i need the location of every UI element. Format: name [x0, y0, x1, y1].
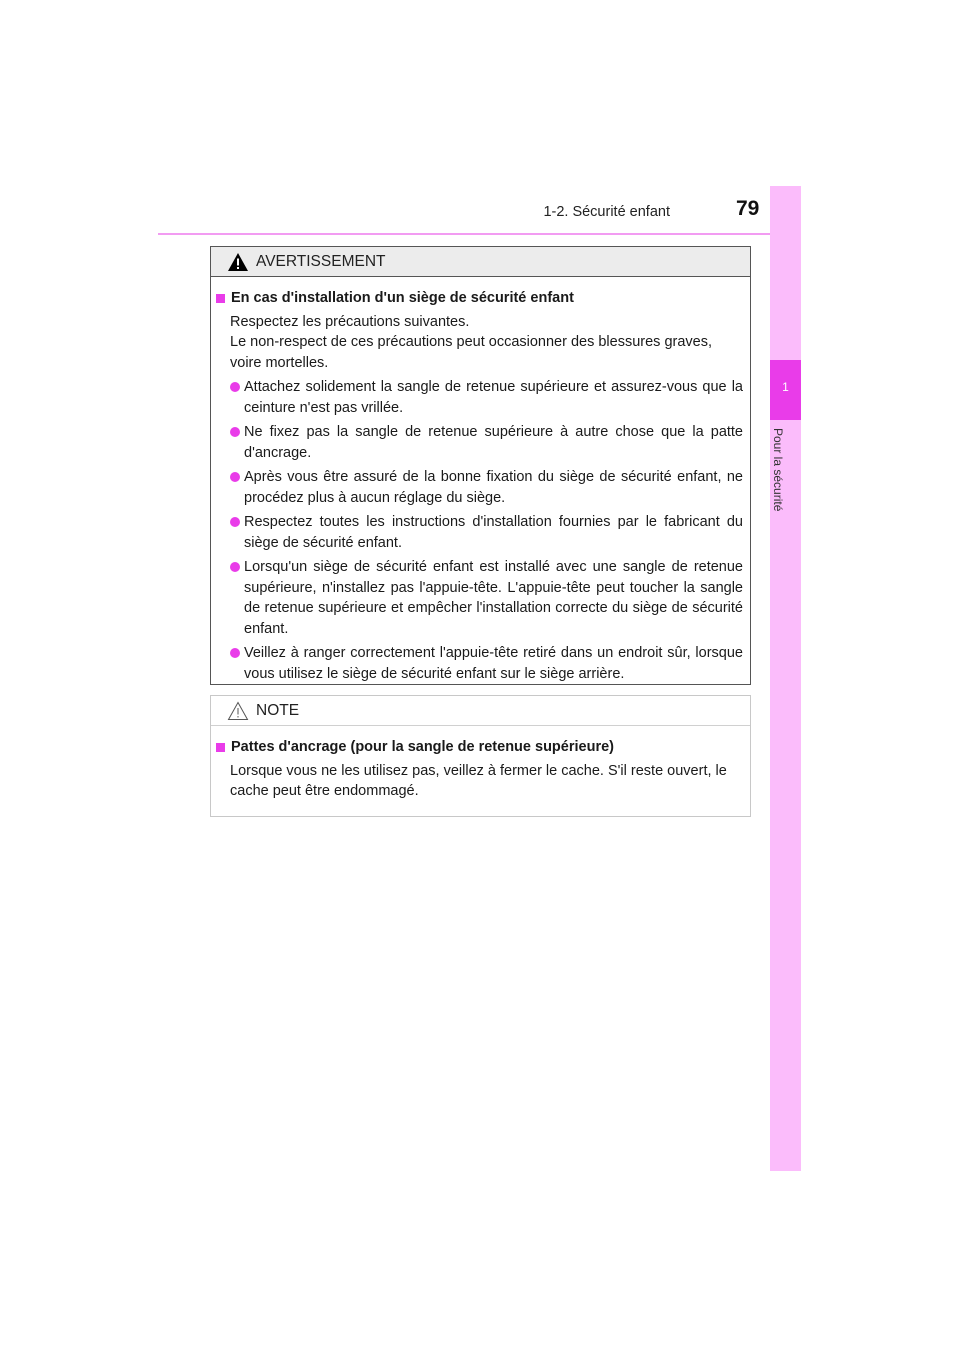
- warning-section-title: [216, 288, 743, 309]
- list-item: [216, 467, 743, 508]
- round-bullet-icon: [230, 517, 240, 527]
- note-section-title: [216, 737, 743, 758]
- warning-title: AVERTISSEMENT: [256, 252, 386, 270]
- note-body: [211, 726, 750, 802]
- list-item-text: Veillez à ranger correctement l'appuie-tête retiré dans un endroit sûr, lorsque vous utilisez le siège de sécurité enfant sur le siège arrière.: [244, 645, 743, 682]
- square-bullet-icon: [216, 294, 225, 303]
- warning-header: [211, 247, 750, 277]
- warning-triangle-icon: [227, 252, 249, 272]
- list-item: [216, 643, 743, 684]
- warning-section-title-text: En cas d'installation d'un siège de sécurité enfant: [231, 290, 574, 306]
- chapter-label: Pour la sécurité: [771, 428, 785, 512]
- list-item-text: Attachez solidement la sangle de retenue supérieure et assurez-vous que la ceinture n'est pas vrillée.: [244, 379, 743, 416]
- header-divider: [158, 233, 771, 235]
- square-bullet-icon: [216, 743, 225, 752]
- round-bullet-icon: [230, 648, 240, 658]
- note-title: NOTE: [256, 701, 300, 719]
- note-section-title-text: Pattes d'ancrage (pour la sangle de retenue supérieure): [231, 739, 614, 755]
- list-item-text: Respectez toutes les instructions d'installation fournies par le fabricant du siège de sécurité enfant.: [244, 514, 743, 551]
- note-header: [211, 696, 750, 726]
- round-bullet-icon: [230, 562, 240, 572]
- list-item: [216, 557, 743, 639]
- list-item-text: Lorsqu'un siège de sécurité enfant est installé avec une sangle de retenue supérieure, n'installez pas l'appuie-tête. L'appuie-tête peut toucher la sangle de retenue supérieure et empêcher l'installation correcte du siège de sécurité enfant.: [244, 559, 743, 637]
- caution-outline-triangle-icon: [227, 701, 249, 721]
- list-item-text: Ne fixez pas la sangle de retenue supérieure à autre chose que la patte d'ancrage.: [244, 424, 743, 461]
- list-item: [216, 377, 743, 418]
- side-chapter-tab: [770, 186, 801, 1171]
- round-bullet-icon: [230, 382, 240, 392]
- list-item: [216, 422, 743, 463]
- warning-box: [210, 246, 751, 685]
- note-box: [210, 695, 751, 817]
- section-header: 1-2. Sécurité enfant: [543, 204, 670, 220]
- round-bullet-icon: [230, 427, 240, 437]
- page-number: 79: [736, 197, 760, 220]
- warning-body: [211, 277, 750, 684]
- chapter-number-tab: 1: [770, 360, 801, 420]
- warning-intro: Respectez les précautions suivantes. Le non-respect de ces précautions peut occasionner des blessures graves, voire mortelles.: [230, 313, 713, 371]
- list-item: [216, 512, 743, 553]
- list-item-text: Après vous être assuré de la bonne fixation du siège de sécurité enfant, ne procédez plus à aucun réglage du siège.: [244, 469, 743, 506]
- round-bullet-icon: [230, 472, 240, 482]
- note-text: Lorsque vous ne les utilisez pas, veillez à fermer le cache. S'il reste ouvert, le cache peut être endommagé.: [230, 762, 727, 799]
